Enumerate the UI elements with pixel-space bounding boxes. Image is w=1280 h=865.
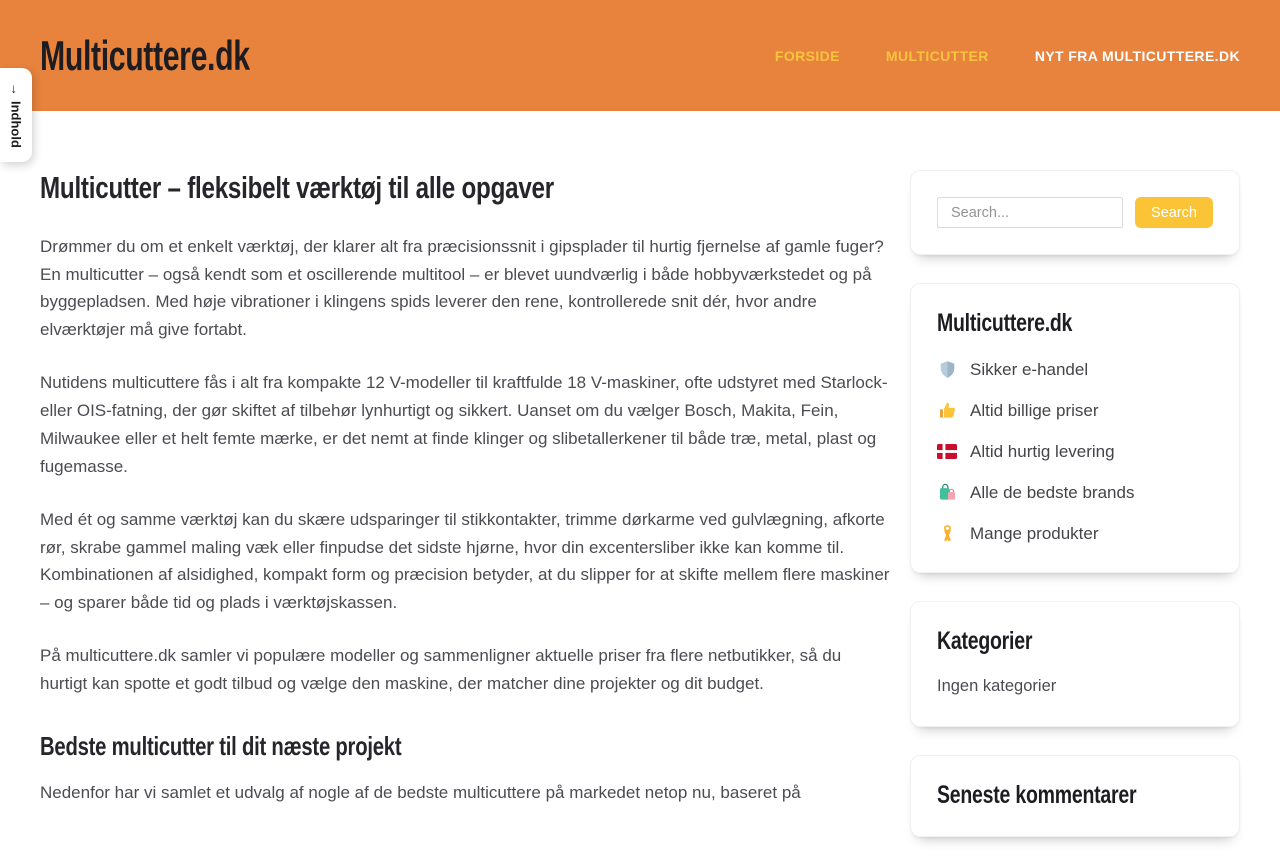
search-form bbox=[937, 197, 1213, 228]
about-widget bbox=[910, 283, 1240, 573]
section-heading-text: Bedste multicutter til dit næste projekt bbox=[40, 730, 402, 761]
page-title bbox=[40, 170, 890, 206]
sidebar bbox=[910, 170, 1240, 865]
main-nav bbox=[775, 48, 1240, 64]
article-paragraph: På multicuttere.dk samler vi populære modeller og sammenligner aktuelle priser fra flere netbutikker, så du hurtigt kan spotte et godt tilbud og vælge den maskine, der matcher dine projekter og dit budget. bbox=[40, 646, 842, 694]
list-item bbox=[937, 524, 1213, 544]
site-title: Multicuttere.dk bbox=[40, 31, 250, 79]
toc-tab-indhold[interactable] bbox=[0, 68, 32, 162]
categories-empty-text: Ingen kategorier bbox=[937, 677, 1057, 695]
feature-list bbox=[937, 360, 1213, 544]
search-input[interactable] bbox=[937, 197, 1123, 228]
danish-flag-icon bbox=[937, 444, 957, 459]
list-item bbox=[937, 401, 1213, 421]
article-paragraph: Drømmer du om et enkelt værktøj, der klarer alt fra præcisionssnit i gipsplader til hurtig fjernelse af gamle fuger? En multicutter – også kendt som et oscillerende multitool – er blevet uundværlig i både hobbyværkstedet og på byggepladsen. Med høje vibrationer i klingens spids leverer den rene, kontrollerede snit dér, hvor andre elværktøjer må give fortabt. bbox=[40, 236, 884, 340]
list-item-label: Mange produkter bbox=[970, 523, 1099, 543]
nav-link-multicutter[interactable]: MULTICUTTER bbox=[885, 47, 989, 64]
thumbs-up-icon bbox=[937, 401, 957, 420]
ribbon-icon bbox=[937, 524, 957, 543]
page-title-text: Multicutter – fleksibelt værktøj til alle opgaver bbox=[40, 170, 554, 205]
nav-link-forside[interactable]: FORSIDE bbox=[774, 47, 840, 64]
list-item bbox=[937, 483, 1213, 503]
article-paragraph: Med ét og samme værktøj kan du skære udsparinger til stikkontakter, trimme dørkarme ved gulvlægning, afkorte rør, skrabe gammel maling væk eller finpudse det sidste hjørne, hvor din excentersliber ikke kan komme til. Kombinationen af alsidighed, kompakt form og præcision betyder, at du slipper for at skifte mellem flere maskiner – og sparer både tid og plads i værktøjskassen. bbox=[40, 509, 890, 613]
categories-widget-title bbox=[937, 628, 1213, 656]
article bbox=[40, 170, 890, 832]
arrow-right-icon: → bbox=[8, 82, 24, 96]
toc-tab-label: Indhold bbox=[8, 100, 24, 148]
list-item-label: Alle de bedste brands bbox=[970, 482, 1135, 502]
comments-widget-title bbox=[937, 782, 1213, 810]
list-item-label: Altid billige priser bbox=[970, 400, 1099, 420]
comments-widget-title-text: Seneste kommentarer bbox=[937, 781, 1137, 809]
comments-widget bbox=[910, 755, 1240, 837]
shopping-bags-icon bbox=[937, 483, 957, 502]
article-paragraph: Nedenfor har vi samlet et udvalg af nogle af de bedste multicuttere på markedet netop nu, baseret på bbox=[40, 782, 801, 802]
list-item-label: Sikker e-handel bbox=[970, 359, 1089, 379]
about-widget-title-text: Multicuttere.dk bbox=[937, 309, 1073, 337]
search-widget bbox=[910, 170, 1240, 255]
site-header bbox=[0, 0, 1280, 111]
categories-widget-title-text: Kategorier bbox=[937, 626, 1033, 655]
categories-widget bbox=[910, 601, 1240, 728]
list-item-label: Altid hurtig levering bbox=[970, 441, 1115, 461]
search-button[interactable]: Search bbox=[1135, 197, 1213, 228]
list-item bbox=[937, 360, 1213, 380]
about-widget-title bbox=[937, 310, 1213, 338]
article-paragraph: Nutidens multicuttere fås i alt fra kompakte 12 V-modeller til kraftfulde 18 V-maskiner, ofte udstyret med Starlock- eller OIS-fatning, der gør skiftet af tilbehør lynhurtigt og sikkert. Uanset om du vælger Bosch, Makita, Fein, Milwaukee eller et helt femte mærke, er det nemt at finde klinger og slibetallerkener til både træ, metal, plast og fugemasse. bbox=[40, 373, 888, 476]
section-heading bbox=[40, 732, 890, 762]
page-content bbox=[0, 111, 1280, 865]
list-item bbox=[937, 442, 1213, 462]
nav-link-nyt-fra-multicuttere[interactable]: NYT FRA MULTICUTTERE.DK bbox=[1034, 47, 1240, 64]
shield-icon bbox=[937, 360, 957, 379]
